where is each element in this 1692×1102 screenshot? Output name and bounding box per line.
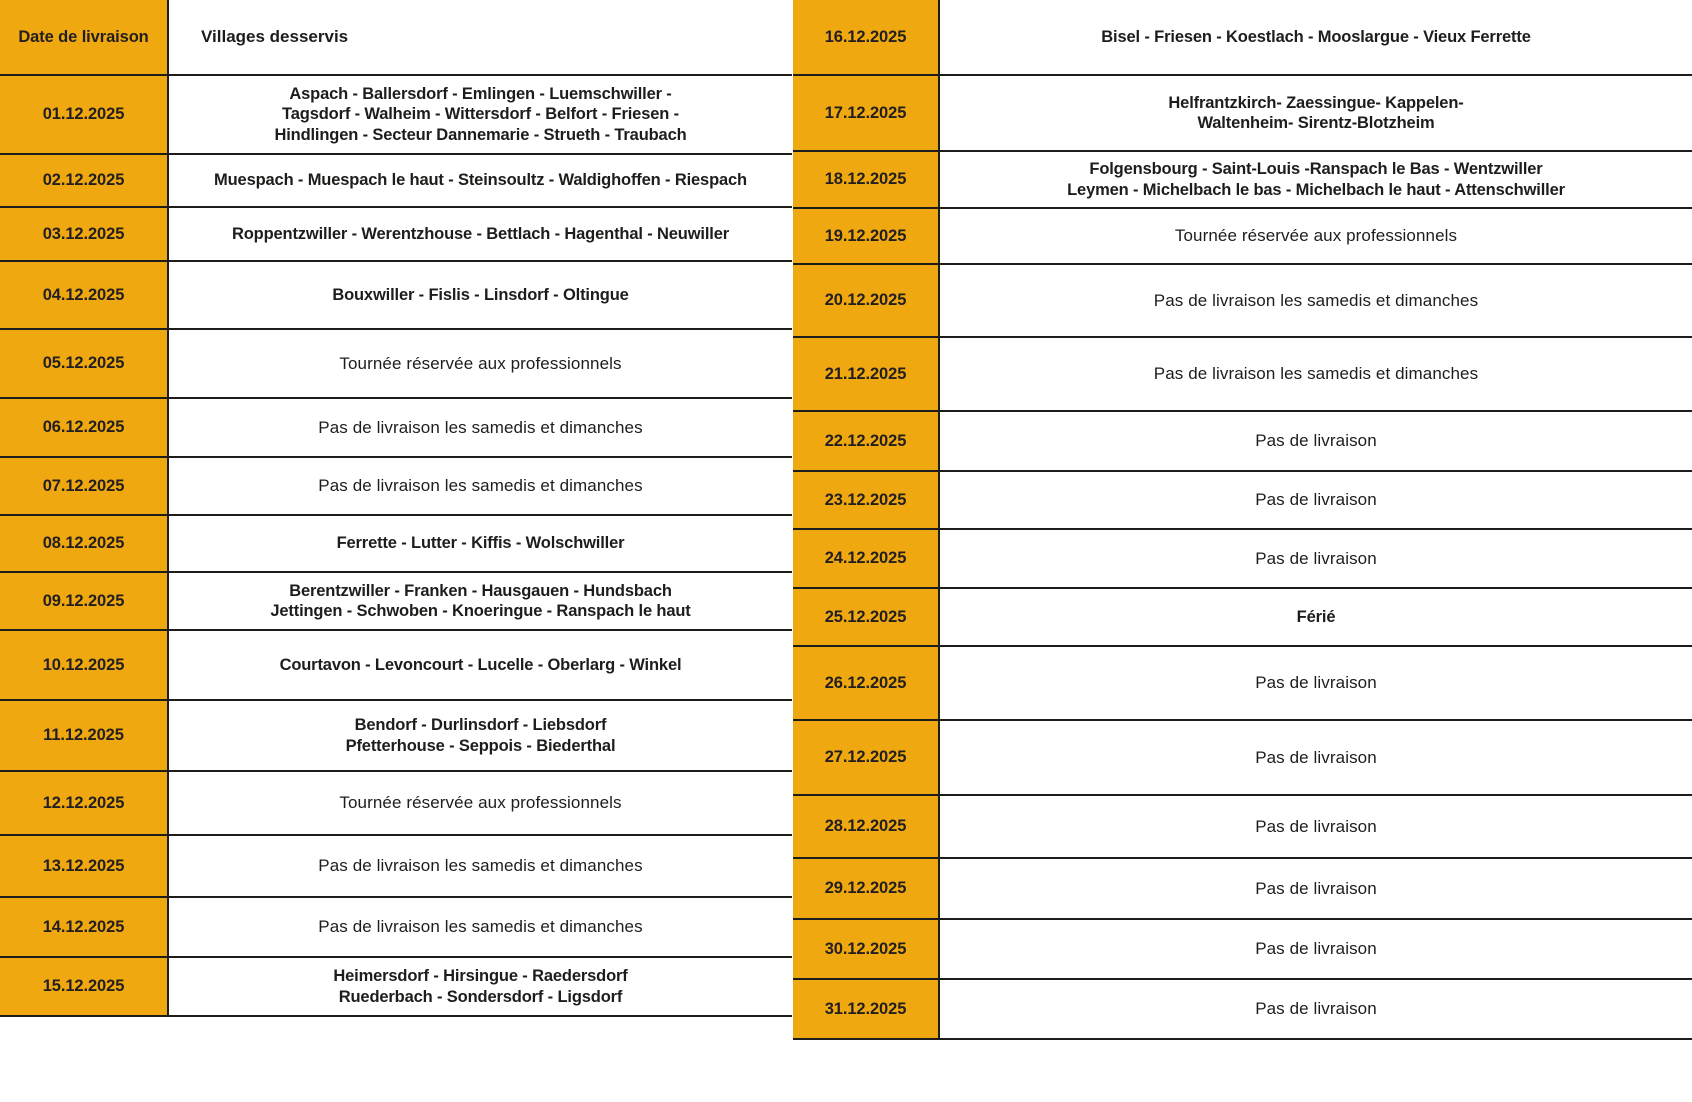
villages-line: Roppentzwiller - Werentzhouse - Bettlach - Hagenthal - Neuwiller [231, 224, 730, 243]
date-cell: 14.12.2025 [0, 898, 169, 956]
villages-cell [940, 338, 1692, 410]
villages-cell [940, 530, 1692, 587]
villages-cell [940, 472, 1692, 528]
date-cell: 03.12.2025 [0, 208, 169, 260]
date-cell: 12.12.2025 [0, 772, 169, 834]
villages-text [179, 855, 782, 876]
villages-line: Pas de livraison [1255, 939, 1377, 959]
villages-cell [940, 920, 1692, 978]
table-row [0, 458, 792, 516]
villages-text [179, 581, 782, 622]
villages-text [950, 998, 1682, 1019]
villages-line: Tournée réservée aux professionnels [1174, 226, 1458, 246]
villages-text [179, 475, 782, 496]
date-cell: 11.12.2025 [0, 701, 169, 770]
villages-line: Folgensbourg - Saint-Louis -Ranspach le Bas - Wentzwiller [1089, 160, 1543, 179]
table-row [0, 772, 792, 836]
villages-line: Tagsdorf - Walheim - Wittersdorf - Belfort - Friesen - [282, 105, 679, 124]
villages-text [950, 747, 1682, 768]
villages-cell [169, 399, 792, 456]
table-row [793, 796, 1692, 859]
villages-cell [169, 631, 792, 699]
villages-line: Berentzwiller - Franken - Hausgauen - Hundsbach [289, 581, 672, 600]
villages-text [950, 548, 1682, 569]
villages-cell [169, 772, 792, 834]
villages-text [179, 533, 782, 553]
table-row [0, 399, 792, 458]
date-cell: 10.12.2025 [0, 631, 169, 699]
villages-line: Ferrette - Lutter - Kiffis - Wolschwiller [336, 534, 625, 553]
villages-cell [169, 330, 792, 397]
date-cell: 28.12.2025 [793, 796, 940, 857]
villages-cell [940, 0, 1692, 74]
villages-line: Bouxwiller - Fislis - Linsdorf - Oltingue [332, 285, 629, 304]
table-row [793, 265, 1692, 338]
villages-line: Pfetterhouse - Seppois - Biederthal [345, 736, 616, 755]
date-cell: 02.12.2025 [0, 155, 169, 206]
villages-text [950, 363, 1682, 384]
villages-text [179, 655, 782, 675]
table-row [793, 980, 1692, 1040]
table-row [793, 920, 1692, 980]
villages-text [950, 430, 1682, 451]
table-row [793, 338, 1692, 412]
villages-text [950, 672, 1682, 693]
table-row [793, 76, 1692, 152]
table-row [793, 721, 1692, 796]
villages-line: Pas de livraison [1255, 490, 1377, 510]
villages-line: Aspach - Ballersdorf - Emlingen - Luemschwiller - [289, 84, 672, 103]
date-cell: 07.12.2025 [0, 458, 169, 514]
villages-line: Férié [1296, 607, 1336, 626]
villages-line: Pas de livraison les samedis et dimanches [318, 856, 643, 876]
villages-cell [169, 701, 792, 770]
villages-line: Waltenheim- Sirentz-Blotzheim [1197, 114, 1435, 132]
table-row [0, 155, 792, 208]
table-row [793, 859, 1692, 920]
table-row [0, 76, 792, 155]
villages-cell [169, 573, 792, 629]
villages-line: Helfrantzkirch- Zaessingue- Kappelen- [1168, 93, 1464, 112]
villages-line: Bendorf - Durlinsdorf - Liebsdorf [354, 716, 607, 735]
villages-line: Pas de livraison [1255, 878, 1377, 898]
villages-text [950, 27, 1682, 47]
header-villages-desservis: Villages desservis [201, 27, 349, 47]
villages-text [179, 417, 782, 438]
villages-text [950, 878, 1682, 899]
villages-line: Pas de livraison [1255, 747, 1377, 767]
table-row [793, 589, 1692, 647]
table-row [793, 472, 1692, 530]
villages-text [179, 224, 782, 244]
villages-cell [940, 412, 1692, 470]
villages-text [950, 290, 1682, 311]
villages-text [179, 84, 782, 145]
table-row [793, 209, 1692, 265]
date-cell: 22.12.2025 [793, 412, 940, 470]
date-cell: 23.12.2025 [793, 472, 940, 528]
villages-cell [940, 209, 1692, 263]
villages-text [950, 938, 1682, 959]
table-row [0, 330, 792, 399]
villages-text [950, 816, 1682, 837]
date-cell: 21.12.2025 [793, 338, 940, 410]
villages-line: Pas de livraison [1255, 999, 1377, 1019]
villages-cell [169, 262, 792, 328]
table-row [0, 836, 792, 898]
villages-line: Bisel - Friesen - Koestlach - Mooslargue - Vieux Ferrette [1101, 27, 1531, 46]
table-row [793, 152, 1692, 209]
date-cell: 29.12.2025 [793, 859, 940, 918]
table-row [0, 631, 792, 701]
table-row [0, 262, 792, 330]
table-row [0, 573, 792, 631]
table-row [0, 516, 792, 573]
villages-line: Pas de livraison [1255, 548, 1377, 568]
villages-cell [169, 76, 792, 153]
date-cell: 05.12.2025 [0, 330, 169, 397]
villages-text [950, 93, 1682, 134]
villages-cell [940, 152, 1692, 207]
villages-cell [940, 76, 1692, 150]
date-cell: 04.12.2025 [0, 262, 169, 328]
table-row [793, 647, 1692, 721]
table-row [0, 208, 792, 262]
villages-cell [169, 516, 792, 571]
villages-line: Hindlingen - Secteur Dannemarie - Strueth - Traubach [274, 125, 687, 144]
villages-cell [169, 898, 792, 956]
header-row [0, 0, 792, 76]
date-cell: 26.12.2025 [793, 647, 940, 719]
villages-line: Pas de livraison les samedis et dimanches [318, 476, 643, 496]
villages-text [179, 792, 782, 813]
villages-cell [940, 647, 1692, 719]
date-cell: 01.12.2025 [0, 76, 169, 153]
date-cell: 06.12.2025 [0, 399, 169, 456]
date-cell: 31.12.2025 [793, 980, 940, 1038]
villages-text [950, 159, 1682, 200]
villages-line: Ruederbach - Sondersdorf - Ligsdorf [338, 987, 623, 1006]
villages-cell [169, 458, 792, 514]
villages-line: Pas de livraison les samedis et dimanches [318, 917, 643, 937]
villages-text [179, 285, 782, 305]
villages-cell [940, 589, 1692, 645]
date-cell: 15.12.2025 [0, 958, 169, 1015]
villages-cell [169, 836, 792, 896]
villages-line: Tournée réservée aux professionnels [339, 793, 622, 813]
villages-line: Pas de livraison les samedis et dimanches [318, 417, 643, 437]
table-row [793, 530, 1692, 589]
date-cell: 19.12.2025 [793, 209, 940, 263]
right-half [793, 0, 1692, 1102]
villages-text [950, 225, 1682, 246]
villages-line: Pas de livraison [1255, 816, 1377, 836]
date-cell: 27.12.2025 [793, 721, 940, 794]
villages-text [179, 353, 782, 374]
villages-text [179, 966, 782, 1007]
villages-text [179, 715, 782, 756]
header-date-de-livraison: Date de livraison [0, 0, 169, 74]
date-cell: 30.12.2025 [793, 920, 940, 978]
date-cell: 08.12.2025 [0, 516, 169, 571]
villages-cell [940, 721, 1692, 794]
villages-text [179, 916, 782, 937]
date-cell: 17.12.2025 [793, 76, 940, 150]
villages-text [179, 170, 782, 190]
villages-cell [940, 980, 1692, 1038]
villages-line: Heimersdorf - Hirsingue - Raedersdorf [333, 967, 628, 986]
date-cell: 18.12.2025 [793, 152, 940, 207]
villages-cell [169, 155, 792, 206]
villages-line: Pas de livraison les samedis et dimanches [1153, 290, 1479, 310]
villages-cell [940, 265, 1692, 336]
villages-line: Pas de livraison les samedis et dimanches [1153, 364, 1479, 384]
table-row [0, 958, 792, 1017]
date-cell: 16.12.2025 [793, 0, 940, 74]
table-row [0, 701, 792, 772]
villages-line: Courtavon - Levoncourt - Lucelle - Oberlarg - Winkel [279, 655, 682, 674]
villages-line: Leymen - Michelbach le bas - Michelbach le haut - Attenschwiller [1067, 180, 1565, 199]
villages-line: Muespach - Muespach le haut - Steinsoultz - Waldighoffen - Riespach [214, 171, 747, 190]
date-cell: 20.12.2025 [793, 265, 940, 336]
table-row [793, 0, 1692, 76]
date-cell: 24.12.2025 [793, 530, 940, 587]
villages-line: Tournée réservée aux professionnels [339, 353, 622, 373]
villages-line: Pas de livraison [1255, 673, 1377, 693]
villages-cell [169, 208, 792, 260]
villages-cell [169, 958, 792, 1015]
table-row [0, 898, 792, 958]
villages-line: Jettingen - Schwoben - Knoeringue - Ranspach le haut [270, 602, 691, 620]
villages-cell [940, 796, 1692, 857]
villages-line: Pas de livraison [1255, 431, 1377, 451]
date-cell: 09.12.2025 [0, 573, 169, 629]
left-half [0, 0, 792, 1102]
villages-text [950, 607, 1682, 627]
date-cell: 25.12.2025 [793, 589, 940, 645]
villages-text [950, 489, 1682, 510]
date-cell: 13.12.2025 [0, 836, 169, 896]
table-row [793, 412, 1692, 472]
villages-cell [940, 859, 1692, 918]
